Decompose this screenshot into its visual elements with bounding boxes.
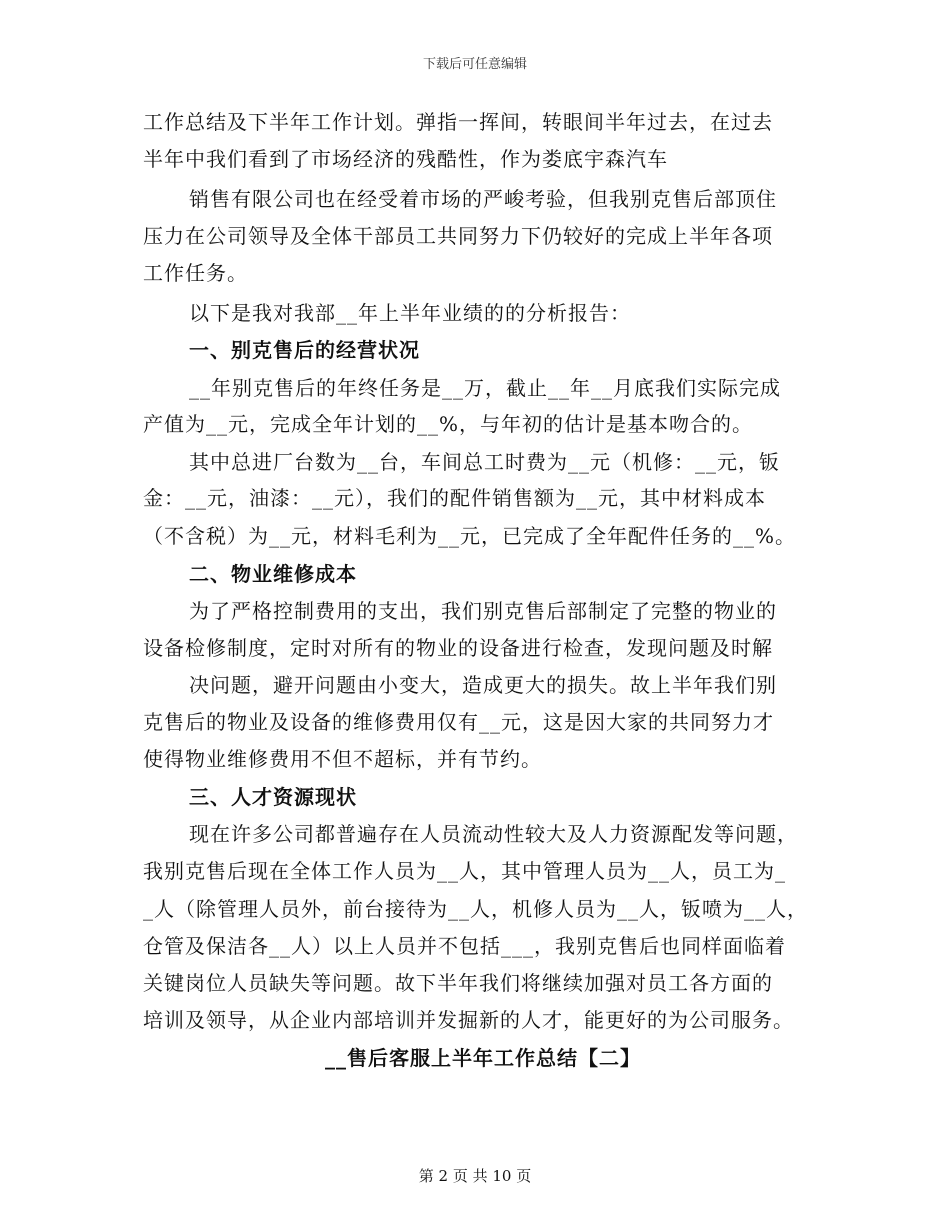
paragraph-line: 压力在公司领导及全体干部员工共同努力下仍较好的完成上半年各项 <box>143 224 773 248</box>
paragraph-line: 半年中我们看到了市场经济的残酷性，作为娄底宇森汽车 <box>143 147 668 171</box>
section-heading: 一、别克售后的经营状况 <box>189 338 420 362</box>
paragraph-line: 工作任务。 <box>143 261 248 285</box>
paragraph-line: 使得物业维修费用不但不超标，并有节约。 <box>143 747 542 771</box>
page-header: 下载后可任意编辑 <box>422 57 527 72</box>
paragraph-line: （不含税）为__元，材料毛利为__元，已完成了全年配件任务的__%。 <box>143 524 797 548</box>
paragraph-line: 产值为__元，完成全年计划的__%，与年初的估计是基本吻合的。 <box>143 412 754 436</box>
paragraph-line: 设备检修制度，定时对所有的物业的设备进行检查，发现问题及时解 <box>143 636 773 660</box>
paragraph-line: 克售后的物业及设备的维修费用仅有__元，这是因大家的共同努力才 <box>143 710 774 734</box>
paragraph-line: 关键岗位人员缺失等问题。故下半年我们将继续加强对员工各方面的 <box>143 971 773 995</box>
paragraph-line: 决问题，避开问题由小变大，造成更大的损失。故上半年我们别 <box>189 673 777 697</box>
section-title: __售后客服上半年工作总结【二】 <box>325 1046 641 1070</box>
paragraph-line: 现在许多公司都普遍存在人员流动性较大及人力资源配发等问题， <box>189 822 798 846</box>
paragraph-line: __年别克售后的年终任务是__万，截止__年__月底我们实际完成 <box>189 376 781 400</box>
paragraph-line: 我别克售后现在全体工作人员为__人，其中管理人员为__人，员工为_ <box>143 859 786 883</box>
paragraph-line: 为了严格控制费用的支出，我们别克售后部制定了完整的物业的 <box>189 599 777 623</box>
section-heading: 二、物业维修成本 <box>189 562 357 586</box>
paragraph-line: 工作总结及下半年工作计划。弹指一挥间，转眼间半年过去，在过去 <box>143 110 773 134</box>
paragraph-line: _人（除管理人员外，前台接待为__人，机修人员为__人，钣喷为__人， <box>143 897 808 921</box>
paragraph-line: 培训及领导，从企业内部培训并发掘新的人才，能更好的为公司服务。 <box>143 1008 794 1032</box>
paragraph-line: 金：__元，油漆：__元），我们的配件销售额为__元，其中材料成本 <box>143 486 766 510</box>
paragraph-line: 其中总进厂台数为__台，车间总工时费为__元（机修：__元，钣 <box>189 450 780 474</box>
paragraph-line: 以下是我对我部__年上半年业绩的的分析报告： <box>189 301 631 325</box>
paragraph-line: 仓管及保洁各__人）以上人员并不包括___，我别克售后也同样面临着 <box>143 934 786 958</box>
paragraph-line: 销售有限公司也在经受着市场的严峻考验，但我别克售后部顶住 <box>189 187 777 211</box>
page-footer: 第 2 页 共 10 页 <box>418 1167 532 1185</box>
section-heading: 三、人才资源现状 <box>189 785 357 809</box>
